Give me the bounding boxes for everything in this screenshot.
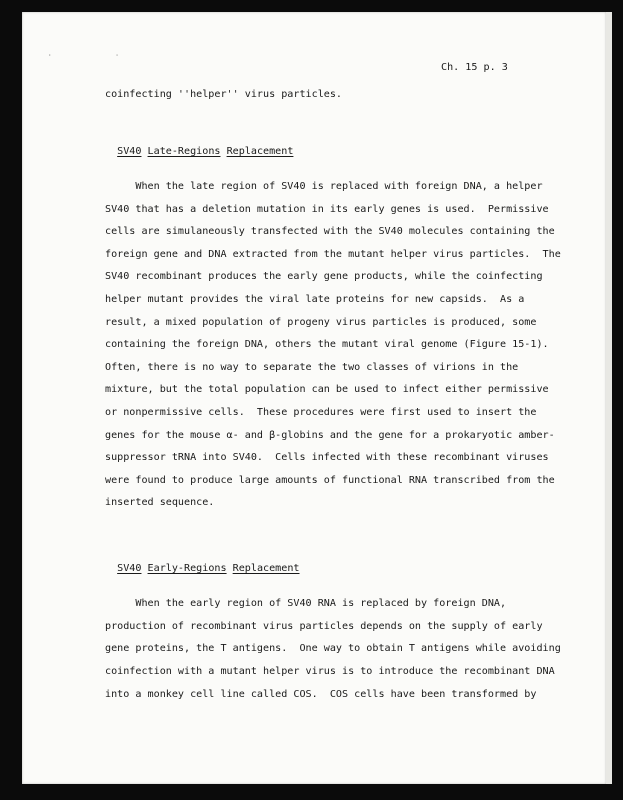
carryover-line: coinfecting ''helper'' virus particles. [105, 89, 343, 100]
heading-word: Replacement [232, 563, 300, 574]
scan-specks: · · [48, 52, 149, 59]
body-line: gene proteins, the T antigens. One way to obtain T antigens while avoiding [105, 643, 561, 654]
heading-word: Early-Regions [147, 563, 227, 574]
body-line: production of recombinant virus particles depends on the supply of early [105, 621, 543, 632]
body-line: coinfection with a mutant helper virus is to introduce the recombinant DNA [105, 666, 555, 677]
body-line: inserted sequence. [105, 497, 215, 508]
body-line: helper mutant provides the viral late proteins for new capsids. As a [105, 294, 525, 305]
body-line: When the early region of SV40 RNA is replaced by foreign DNA, [105, 598, 507, 609]
body-line: SV40 that has a deletion mutation in its early genes is used. Permissive [105, 204, 549, 215]
body-line: SV40 recombinant produces the early gene products, while the coinfecting [105, 271, 543, 282]
body-line: When the late region of SV40 is replaced with foreign DNA, a helper [105, 181, 543, 192]
heading-word: SV40 [117, 563, 142, 574]
heading-word: Late-Regions [147, 146, 221, 157]
section-heading-early-regions [105, 551, 300, 575]
page-number-header: Ch. 15 p. 3 [441, 62, 508, 73]
body-line: cells are simulaneously transfected with the SV40 molecules containing the [105, 226, 555, 237]
body-line: foreign gene and DNA extracted from the mutant helper virus particles. The [105, 249, 561, 260]
body-line: mixture, but the total population can be used to infect either permissive [105, 384, 549, 395]
page-edge [606, 12, 612, 784]
body-line: containing the foreign DNA, others the mutant viral genome (Figure 15-1). [105, 339, 549, 350]
body-line: genes for the mouse α- and β-globins and the gene for a prokaryotic amber- [105, 430, 555, 441]
body-line: Often, there is no way to separate the two classes of virions in the [105, 362, 519, 373]
body-line: into a monkey cell line called COS. COS cells have been transformed by [105, 689, 537, 700]
body-line: or nonpermissive cells. These procedures were first used to insert the [105, 407, 537, 418]
body-line: were found to produce large amounts of functional RNA transcribed from the [105, 475, 555, 486]
heading-word: Replacement [226, 146, 294, 157]
heading-word: SV40 [117, 146, 142, 157]
body-line: suppressor tRNA into SV40. Cells infected with these recombinant viruses [105, 452, 549, 463]
section-heading-late-regions [105, 134, 293, 158]
body-line: result, a mixed population of progeny virus particles is produced, some [105, 317, 537, 328]
